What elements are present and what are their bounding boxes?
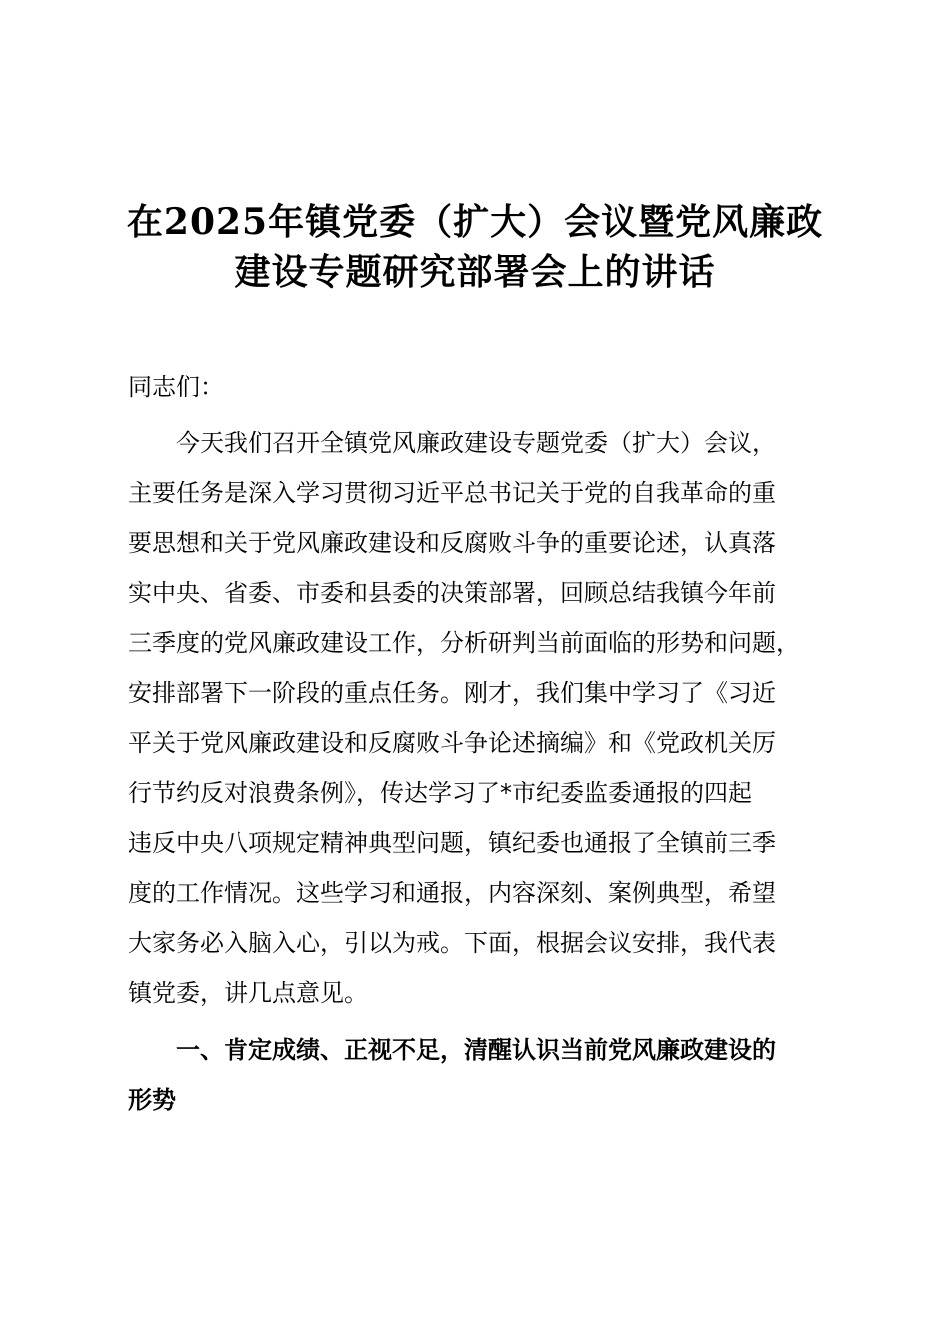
paragraph-line: 今天我们召开全镇党风廉政建设专题党委（扩大）会议， <box>128 429 776 457</box>
section-heading-line-2: 形势 <box>128 1086 176 1114</box>
paragraph-line: 安排部署下一阶段的重点任务。刚才，我们集中学习了《习近 <box>128 679 776 707</box>
document-title-line-2: 建设专题研究部署会上的讲话 <box>234 251 716 293</box>
paragraph-line: 平关于党风廉政建设和反腐败斗争论述摘编》和《党政机关厉 <box>128 729 776 757</box>
salutation: 同志们： <box>128 373 224 401</box>
paragraph-line: 行节约反对浪费条例》，传达学习了*市纪委监委通报的四起 <box>128 779 752 807</box>
paragraph-line: 主要任务是深入学习贯彻习近平总书记关于党的自我革命的重 <box>128 479 776 507</box>
document-title-line-1: 在2025年镇党委（扩大）会议暨党风廉政 <box>126 201 824 243</box>
paragraph-line: 违反中央八项规定精神典型问题，镇纪委也通报了全镇前三季 <box>128 829 776 857</box>
paragraph-line: 镇党委，讲几点意见。 <box>128 979 368 1007</box>
paragraph-line: 大家务必入脑入心，引以为戒。下面，根据会议安排，我代表 <box>128 929 776 957</box>
section-heading-line-1: 一、肯定成绩、正视不足，清醒认识当前党风廉政建设的 <box>128 1036 776 1064</box>
paragraph-line: 度的工作情况。这些学习和通报，内容深刻、案例典型，希望 <box>128 879 776 907</box>
paragraph-line: 实中央、省委、市委和县委的决策部署，回顾总结我镇今年前 <box>128 579 776 607</box>
paragraph-line: 三季度的党风廉政建设工作，分析研判当前面临的形势和问题， <box>128 629 800 657</box>
paragraph-line: 要思想和关于党风廉政建设和反腐败斗争的重要论述，认真落 <box>128 529 776 557</box>
